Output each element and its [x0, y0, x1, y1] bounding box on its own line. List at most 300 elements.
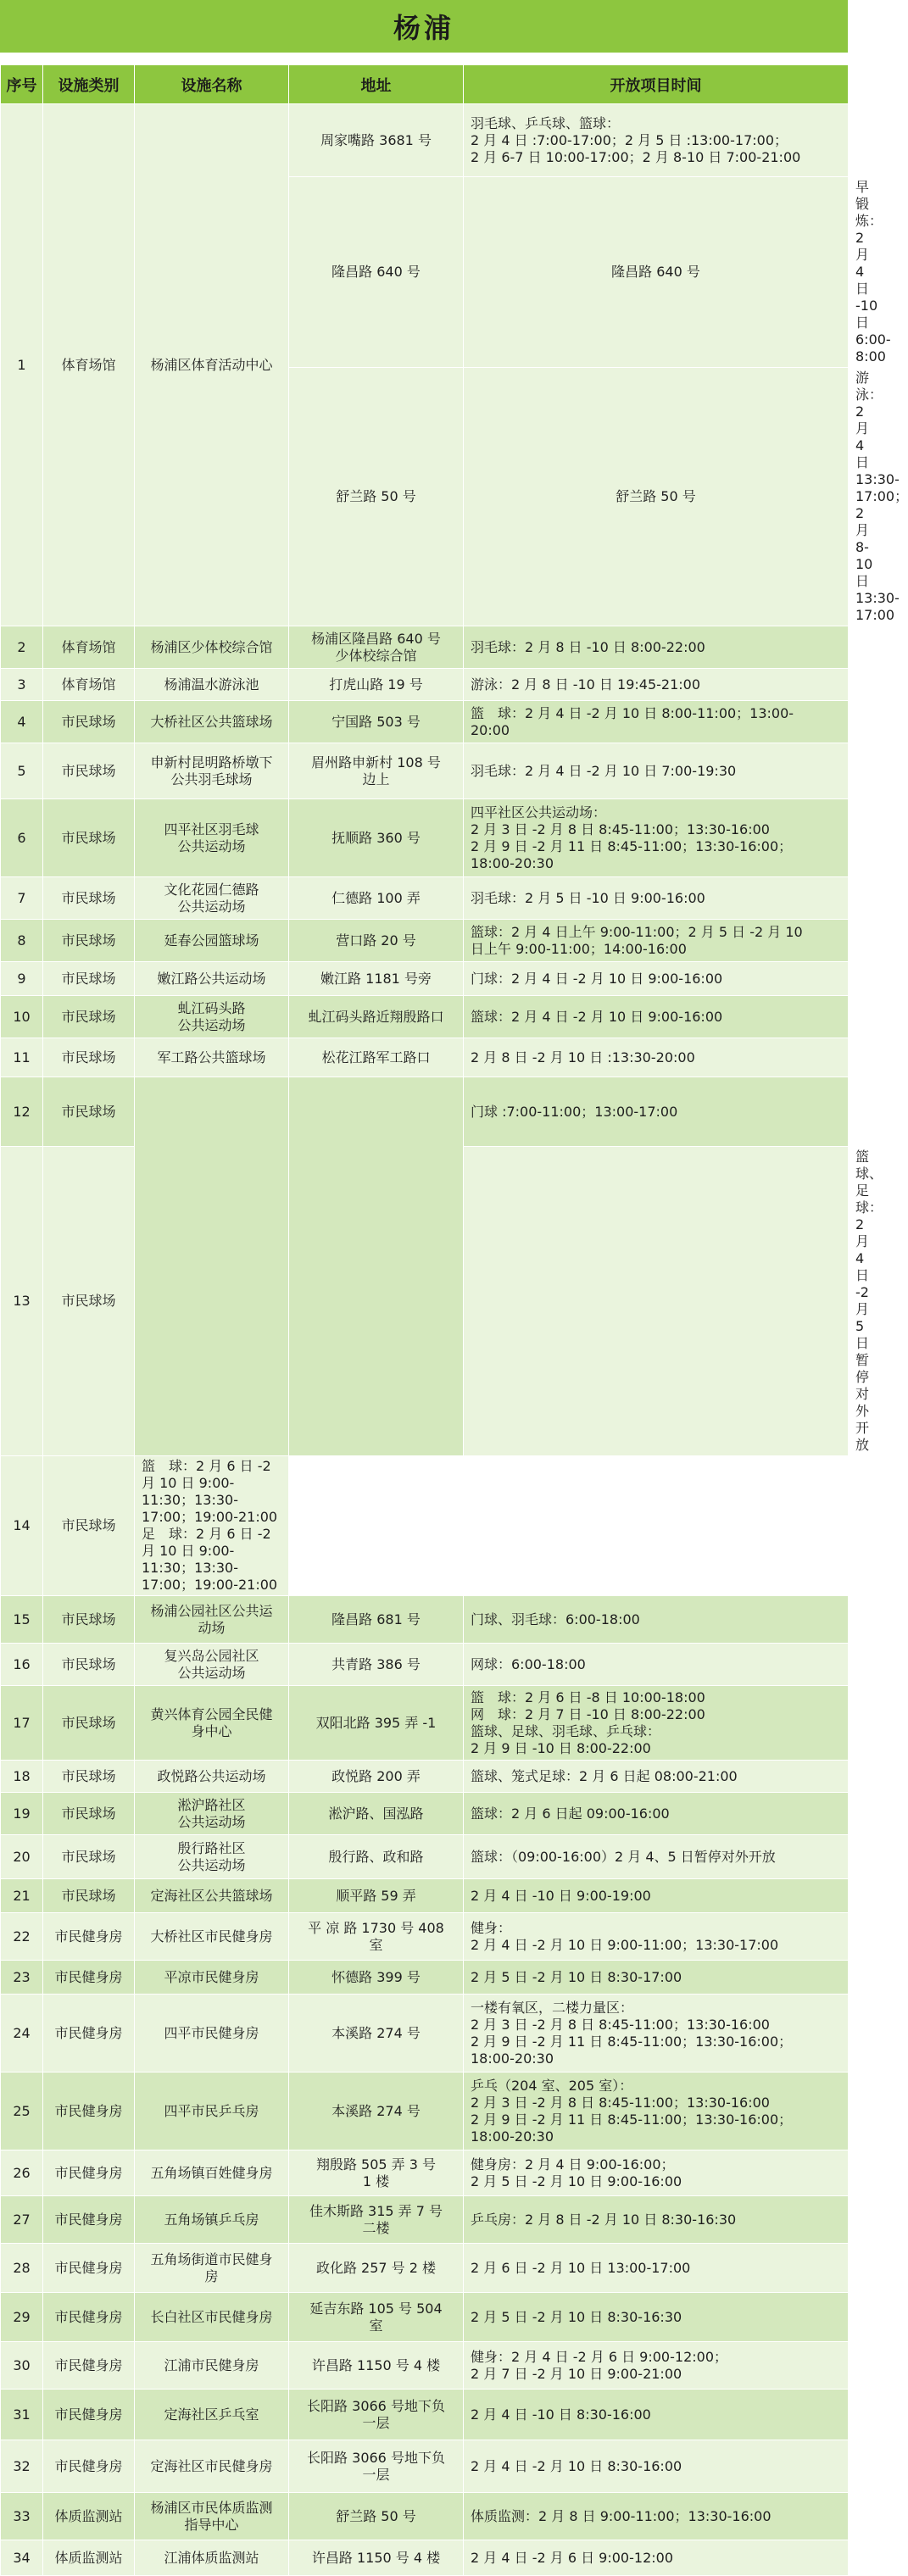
facility-address [289, 2150, 464, 2196]
open-hours-line: 门球、羽毛球：6:00-18:00 [471, 1611, 640, 1627]
table-row [1, 996, 849, 1038]
open-hours [464, 1879, 849, 1913]
facility-address: 殷行路、政和路 [289, 1835, 464, 1879]
facility-address-line: 二楼 [362, 2219, 390, 2236]
open-hours [464, 1596, 849, 1644]
facility-address: 舒兰路 50 号 [289, 368, 464, 626]
row-number: 10 [1, 996, 43, 1038]
facility-name [135, 743, 289, 799]
table-row [1, 2072, 849, 2150]
facility-type: 市民健身房 [43, 2150, 135, 2196]
facility-type: 市民健身房 [43, 1913, 135, 1961]
facility-address: 政悦路 200 弄 [289, 1761, 464, 1793]
open-hours [464, 1995, 849, 2072]
facility-name-line: 四平社区羽毛球 [164, 821, 259, 837]
row-number: 31 [1, 2390, 43, 2440]
facility-name: 杨浦区体育活动中心 [135, 104, 289, 626]
facility-name: 定海社区乒乓室 [135, 2390, 289, 2440]
facility-type: 市民球场 [43, 920, 135, 962]
facility-name: 杨浦区少体校综合馆 [135, 626, 289, 669]
facility-type: 市民健身房 [43, 2196, 135, 2244]
row-number: 33 [1, 2493, 43, 2540]
row-number: 24 [1, 1995, 43, 2072]
facility-address-line: 1 楼 [362, 2173, 390, 2189]
open-hours-line: 17:00；19:00-21:00 [142, 1509, 278, 1525]
table-row [1, 2493, 849, 2540]
open-hours-line: 2 月 5 日 -2 月 10 日 9:00-16:00 [471, 2173, 682, 2189]
facility-address: 松花江路军工路口 [289, 1038, 464, 1077]
table-row: 舒兰路 50 号 舒兰路 50 号 游泳：2 月 4 日 13:30-17:00；2 月 8-10 日 13:30- 17:00 [1, 368, 849, 626]
facility-name-line: 公共运动场 [177, 1016, 246, 1033]
open-hours-line: 18:00-20:30 [471, 854, 554, 871]
facility-type: 市民健身房 [43, 2440, 135, 2493]
facility-type: 市民健身房 [43, 2072, 135, 2150]
row-number: 3 [1, 669, 43, 701]
table-row: 隆昌路 640 号 隆昌路 640 号 早锻炼：2 月 4 日 -10 日 6:00-8:00 [1, 177, 849, 368]
facility-name: 延春公园篮球场 [135, 920, 289, 962]
facility-name [464, 1147, 849, 1456]
row-number: 7 [1, 877, 43, 920]
facility-address: 共青路 386 号 [289, 1644, 464, 1686]
open-hours-line: 2 月 6-7 日 10:00-17:00；2 月 8-10 日 7:00-21:00 [471, 148, 801, 165]
facility-name: 四平市民乒乓房 [135, 2072, 289, 2150]
facility-address [289, 743, 464, 799]
table-row [1, 1961, 849, 1995]
facility-table [0, 64, 908, 2576]
open-hours-line: 门球：2 月 4 日 -2 月 10 日 9:00-16:00 [471, 970, 723, 987]
table-row [1, 1995, 849, 2072]
facility-type: 市民球场 [43, 799, 135, 877]
facility-name [135, 877, 289, 920]
open-hours [464, 799, 849, 877]
open-hours-line: 羽毛球：2 月 5 日 -10 日 9:00-16:00 [471, 889, 705, 906]
open-hours [464, 996, 849, 1038]
table-row [1, 2293, 849, 2342]
facility-address [289, 1913, 464, 1961]
row-number: 23 [1, 1961, 43, 1995]
facility-name: 江浦体质监测站 [135, 2540, 289, 2576]
table-row: 13 市民球场 篮球、足球：2 月 4 日 -2 月 5 日暂停对外开放 [1, 1147, 849, 1456]
facility-address-line: 少体校综合馆 [335, 647, 417, 664]
open-hours-line: 2 月 4 日 -2 月 6 日 9:00-12:00 [471, 2549, 673, 2566]
table-header-row [1, 65, 849, 104]
open-hours-line: 乒乓房：2 月 8 日 -2 月 10 日 8:30-16:30 [471, 2211, 737, 2228]
open-hours [464, 701, 849, 743]
facility-name-line: 身中心 [191, 1722, 232, 1739]
facility-type: 市民球场 [43, 877, 135, 920]
open-hours-line: 17:00；19:00-21:00 [142, 1577, 278, 1593]
open-hours [464, 920, 849, 962]
facility-address: 隆昌路 640 号 [464, 177, 849, 368]
open-hours-line: 篮 球：2 月 6 日 -2 月 10 日 9:00-11:30；13:30- [142, 1458, 271, 1508]
open-hours-line: 健身：2 月 4 日 -2 月 6 日 9:00-12:00； [471, 2348, 727, 2365]
open-hours-line: 2 月 4 日 -2 月 10 日 8:30-16:00 [471, 2457, 682, 2474]
table-row [1, 962, 849, 996]
facility-name [135, 1686, 289, 1761]
facility-address-line: 边上 [362, 771, 390, 787]
facility-address: 抚顺路 360 号 [289, 799, 464, 877]
table-row [1, 1879, 849, 1913]
facility-type: 体育场馆 [43, 104, 135, 626]
open-hours-line: 18:00-20:30 [471, 2050, 554, 2067]
facility-address-line: 平 凉 路 1730 号 408 [308, 1919, 444, 1936]
row-number: 20 [1, 1835, 43, 1879]
facility-name: 大桥社区市民健身房 [135, 1913, 289, 1961]
facility-name: 平凉市民健身房 [135, 1961, 289, 1995]
facility-name-line: 黄兴体育公园全民健 [150, 1705, 273, 1722]
open-hours-line: 健身房：2 月 4 日 9:00-16:00； [471, 2156, 675, 2173]
facility-type: 市民球场 [43, 1793, 135, 1835]
table-row [1, 104, 849, 177]
open-hours [464, 1793, 849, 1835]
facility-name-line: 复兴岛公园社区 [164, 1647, 259, 1664]
facility-type: 市民球场 [43, 1038, 135, 1077]
table-row [1, 743, 849, 799]
open-hours-line: 2 月 5 日 -2 月 10 日 8:30-17:00 [471, 1968, 682, 1985]
open-hours [464, 962, 849, 996]
facility-type: 市民健身房 [43, 2390, 135, 2440]
facility-address-line: 佳木斯路 315 弄 7 号 [309, 2202, 443, 2219]
facility-address: 政化路 257 号 2 楼 [289, 2244, 464, 2293]
open-hours-line: 体质监测：2 月 8 日 9:00-11:00；13:30-16:00 [471, 2507, 772, 2524]
open-hours [464, 1644, 849, 1686]
open-hours-line: 篮球：（09:00-16:00）2 月 4、5 日暂停对外开放 [471, 1848, 776, 1865]
open-hours-line: 2 月 3 日 -2 月 8 日 8:45-11:00；13:30-16:00 [471, 821, 770, 837]
open-hours [464, 2244, 849, 2293]
table-row [1, 920, 849, 962]
facility-name-line: 公共运动场 [177, 1813, 246, 1830]
facility-type: 体育场馆 [43, 626, 135, 669]
facility-type: 体质监测站 [43, 2493, 135, 2540]
facility-name: 定海社区公共篮球场 [135, 1879, 289, 1913]
facility-name-line: 五角场街道市民健身 [150, 2251, 273, 2267]
facility-type: 市民球场 [43, 1596, 135, 1644]
facility-address: 淞沪路、国泓路 [289, 1793, 464, 1835]
facility-type: 体育场馆 [43, 669, 135, 701]
facility-name [135, 1793, 289, 1835]
open-hours-line: 2 月 9 日 -2 月 11 日 8:45-11:00；13:30-16:00； [471, 837, 793, 854]
facility-address: 舒兰路 50 号 [289, 2493, 464, 2540]
facility-name: 杨浦温水游泳池 [135, 669, 289, 701]
table-row [1, 2440, 849, 2493]
open-hours-line: 2 月 4 日 -10 日 8:30-16:00 [471, 2406, 651, 2423]
open-hours [464, 1038, 849, 1077]
facility-type: 体质监测站 [43, 2540, 135, 2576]
facility-address: 本溪路 274 号 [289, 2072, 464, 2150]
open-hours [464, 1077, 849, 1147]
row-number: 19 [1, 1793, 43, 1835]
facility-address: 舒兰路 50 号 [464, 368, 849, 626]
facility-address-line: 一层 [362, 2466, 390, 2483]
facility-type: 市民球场 [43, 1835, 135, 1879]
table-row [1, 1761, 849, 1793]
open-hours [464, 743, 849, 799]
facility-name-line: 杨浦公园社区公共运 [150, 1602, 273, 1619]
open-hours-line: 足 球：2 月 6 日 -2 月 10 日 9:00-11:30；13:30- [142, 1526, 271, 1576]
open-hours [464, 626, 849, 669]
facility-type: 市民球场 [43, 996, 135, 1038]
facility-address: 仁德路 100 弄 [289, 877, 464, 920]
facility-address: 周家嘴路 3681 号 [289, 104, 464, 177]
row-number: 2 [1, 626, 43, 669]
row-number: 32 [1, 2440, 43, 2493]
row-number: 27 [1, 2196, 43, 2244]
facility-type: 市民健身房 [43, 2342, 135, 2390]
row-number: 8 [1, 920, 43, 962]
row-number: 5 [1, 743, 43, 799]
facility-name-line: 虬江码头路 [177, 999, 246, 1016]
row-number: 1 [1, 104, 43, 626]
row-number: 22 [1, 1913, 43, 1961]
open-hours-line: 羽毛球、乒乓球、篮球： [471, 114, 621, 131]
facility-name-line: 公共羽毛球场 [170, 771, 253, 787]
row-number: 25 [1, 2072, 43, 2150]
open-hours-line: 2 月 3 日 -2 月 8 日 8:45-11:00；13:30-16:00 [471, 2016, 770, 2033]
open-hours-line: 日上午 9:00-11:00；14:00-16:00 [471, 940, 687, 957]
facility-address: 顺平路 59 弄 [289, 1879, 464, 1913]
open-hours-line: 篮球、足球、羽毛球、乒乓球： [471, 1722, 661, 1739]
row-number: 16 [1, 1644, 43, 1686]
header-no: 序号 [1, 65, 43, 104]
facility-name: 长白社区市民健身房 [135, 2293, 289, 2342]
facility-type: 市民球场 [43, 962, 135, 996]
open-hours-line: 羽毛球：2 月 8 日 -10 日 8:00-22:00 [471, 638, 705, 655]
open-hours [464, 2342, 849, 2390]
title-banner [0, 0, 848, 53]
row-number: 13 [1, 1147, 43, 1456]
facility-name-line: 公共运动场 [177, 898, 246, 915]
facility-name-line: 公共运动场 [177, 837, 246, 854]
facility-name [135, 1835, 289, 1879]
open-hours [464, 669, 849, 701]
open-hours [464, 2493, 849, 2540]
facility-name [135, 1596, 289, 1644]
open-hours [464, 2440, 849, 2493]
facility-address [289, 2293, 464, 2342]
row-number: 28 [1, 2244, 43, 2293]
row-number: 4 [1, 701, 43, 743]
facility-address [289, 2196, 464, 2244]
facility-address-line: 室 [369, 2317, 383, 2334]
row-number: 18 [1, 1761, 43, 1793]
row-number: 30 [1, 2342, 43, 2390]
facility-address: 宁国路 503 号 [289, 701, 464, 743]
row-number: 26 [1, 2150, 43, 2196]
open-hours-line: 2 月 5 日 -2 月 10 日 8:30-16:30 [471, 2308, 682, 2325]
table-row [1, 2540, 849, 2576]
facility-table-wrapper [0, 64, 908, 2576]
facility-address-line: 室 [369, 1936, 383, 1953]
table-row [1, 1077, 849, 1147]
open-hours [464, 2390, 849, 2440]
facility-name-line: 房 [204, 2267, 219, 2284]
facility-type: 市民健身房 [43, 2244, 135, 2293]
row-number: 9 [1, 962, 43, 996]
facility-address [289, 1077, 464, 1456]
row-number: 11 [1, 1038, 43, 1077]
page-title: 杨浦 [393, 12, 454, 44]
facility-address: 隆昌路 681 号 [289, 1596, 464, 1644]
open-hours-line: 2 月 4 日 :7:00-17:00；2 月 5 日 :13:00-17:00； [471, 131, 788, 148]
facility-name: 军工路公共篮球场 [135, 1038, 289, 1077]
header-name: 设施名称 [135, 65, 289, 104]
table-row [1, 2390, 849, 2440]
open-hours-line: 游泳：2 月 8 日 -10 日 19:45-21:00 [471, 676, 701, 693]
open-hours-line: 18:00-20:30 [471, 2128, 554, 2145]
open-hours-line: 门球 :7:00-11:00；13:00-17:00 [471, 1103, 678, 1120]
open-hours-line: 2 月 8 日 -2 月 10 日 :13:30-20:00 [471, 1049, 695, 1065]
facility-address-line: 翔殷路 505 弄 3 号 [315, 2156, 437, 2173]
row-number: 6 [1, 799, 43, 877]
facility-address: 本溪路 274 号 [289, 1995, 464, 2072]
facility-type: 市民健身房 [43, 2293, 135, 2342]
facility-address: 许昌路 1150 号 4 楼 [289, 2342, 464, 2390]
open-hours-line: 2 月 9 日 -10 日 8:00-22:00 [471, 1739, 651, 1756]
facility-type: 市民球场 [43, 1879, 135, 1913]
open-hours-line: 一楼有氧区，二楼力量区： [471, 1999, 634, 2016]
table-row [1, 1835, 849, 1879]
open-hours [464, 1913, 849, 1961]
open-hours-line: 篮球：2 月 4 日 -2 月 10 日 9:00-16:00 [471, 1008, 723, 1025]
table-row [1, 1038, 849, 1077]
facility-address: 隆昌路 640 号 [289, 177, 464, 368]
open-hours-line: 2 月 9 日 -2 月 11 日 8:45-11:00；13:30-16:00； [471, 2033, 793, 2050]
row-number: 17 [1, 1686, 43, 1761]
open-hours [464, 877, 849, 920]
facility-type: 市民球场 [43, 1686, 135, 1761]
table-row [1, 2196, 849, 2244]
table-row [1, 2150, 849, 2196]
header-address: 地址 [289, 65, 464, 104]
facility-name-line: 淞沪路社区 [177, 1796, 246, 1813]
facility-name [135, 1077, 289, 1456]
facility-address: 双阳北路 395 弄 -1 [289, 1686, 464, 1761]
facility-address-line: 眉州路申新村 108 号 [311, 754, 441, 771]
facility-name-line: 申新村昆明路桥墩下 [150, 754, 273, 771]
table-row [1, 701, 849, 743]
open-hours [464, 1835, 849, 1879]
table-row [1, 1686, 849, 1761]
facility-name: 五角场镇乒乓房 [135, 2196, 289, 2244]
open-hours [464, 104, 849, 177]
table-row [1, 2244, 849, 2293]
open-hours [464, 2150, 849, 2196]
open-hours [464, 1761, 849, 1793]
facility-address [289, 626, 464, 669]
table-row [1, 1596, 849, 1644]
facility-type: 市民球场 [43, 1644, 135, 1686]
open-hours-line: 2 月 6 日 -2 月 10 日 13:00-17:00 [471, 2259, 691, 2276]
open-hours-line: 2 月 4 日 -2 月 10 日 9:00-11:00；13:30-17:00 [471, 1936, 779, 1953]
facility-address-line: 一层 [362, 2414, 390, 2431]
facility-name-line: 动场 [198, 1619, 226, 1636]
open-hours [464, 2072, 849, 2150]
facility-address-line: 杨浦区隆昌路 640 号 [311, 630, 441, 647]
facility-type: 市民球场 [43, 1077, 135, 1147]
row-number: 21 [1, 1879, 43, 1913]
facility-name [135, 2244, 289, 2293]
facility-address: 许昌路 1150 号 4 楼 [289, 2540, 464, 2576]
table-row [1, 2342, 849, 2390]
table-row [1, 626, 849, 669]
facility-name: 政悦路公共运动场 [135, 1761, 289, 1793]
table-row [1, 1456, 849, 1596]
table-row [1, 1793, 849, 1835]
open-hours-line: 篮球、笼式足球：2 月 6 日起 08:00-21:00 [471, 1767, 738, 1784]
table-row [1, 1913, 849, 1961]
open-hours-line: 篮球：2 月 6 日起 09:00-16:00 [471, 1805, 670, 1822]
open-hours-line: 网 球：2 月 7 日 -10 日 8:00-22:00 [471, 1705, 705, 1722]
facility-address [289, 2390, 464, 2440]
table-body [1, 104, 908, 2576]
facility-name [135, 2493, 289, 2540]
facility-address-line: 长阳路 3066 号地下负 [307, 2397, 445, 2414]
facility-address: 嫩江路 1181 号旁 [289, 962, 464, 996]
open-hours-line: 2 月 7 日 -2 月 10 日 9:00-21:00 [471, 2365, 682, 2382]
facility-name-line: 殷行路社区 [177, 1839, 246, 1856]
open-hours-line: 四平社区公共运动场： [471, 804, 607, 821]
row-number: 12 [1, 1077, 43, 1147]
facility-address [289, 2440, 464, 2493]
open-hours-line: 2 月 3 日 -2 月 8 日 8:45-11:00；13:30-16:00 [471, 2094, 770, 2111]
header-type: 设施类别 [43, 65, 135, 104]
open-hours [464, 2293, 849, 2342]
open-hours [135, 1456, 289, 1596]
facility-name: 五角场镇百姓健身房 [135, 2150, 289, 2196]
facility-address-line: 长阳路 3066 号地下负 [307, 2449, 445, 2466]
facility-type: 市民球场 [43, 743, 135, 799]
facility-type: 市民球场 [43, 1456, 135, 1596]
open-hours [464, 2540, 849, 2576]
facility-type: 市民健身房 [43, 1995, 135, 2072]
open-hours-line: 网球：6:00-18:00 [471, 1655, 586, 1672]
facility-address: 营口路 20 号 [289, 920, 464, 962]
facility-name: 大桥社区公共篮球场 [135, 701, 289, 743]
header-hours: 开放项目时间 [464, 65, 849, 104]
row-number: 34 [1, 2540, 43, 2576]
table-row [1, 877, 849, 920]
table-row [1, 1644, 849, 1686]
open-hours [464, 1686, 849, 1761]
open-hours-line: 羽毛球：2 月 4 日 -2 月 10 日 7:00-19:30 [471, 762, 737, 779]
facility-name [135, 996, 289, 1038]
facility-name-line: 文化花园仁德路 [164, 881, 259, 898]
open-hours-line: 20:00 [471, 721, 510, 738]
open-hours [464, 2196, 849, 2244]
open-hours-line: 篮球：2 月 4 日上午 9:00-11:00；2 月 5 日 -2 月 10 [471, 923, 803, 940]
open-hours-line: 2 月 4 日 -10 日 9:00-19:00 [471, 1887, 651, 1904]
facility-address-line: 延吉东路 105 号 504 [309, 2300, 443, 2317]
facility-name-line: 公共运动场 [177, 1856, 246, 1873]
open-hours-line: 2 月 9 日 -2 月 11 日 8:45-11:00；13:30-16:00； [471, 2111, 793, 2128]
open-hours-line: 篮 球：2 月 4 日 -2 月 10 日 8:00-11:00；13:00- [471, 704, 794, 721]
facility-type: 市民球场 [43, 701, 135, 743]
row-number: 14 [1, 1456, 43, 1596]
facility-address: 怀德路 399 号 [289, 1961, 464, 1995]
facility-name: 嫩江路公共运动场 [135, 962, 289, 996]
facility-name: 江浦市民健身房 [135, 2342, 289, 2390]
facility-name [135, 1644, 289, 1686]
facility-address: 虬江码头路近翔殷路口 [289, 996, 464, 1038]
facility-name: 四平市民健身房 [135, 1995, 289, 2072]
open-hours-line: 篮 球：2 月 6 日 -8 日 10:00-18:00 [471, 1689, 705, 1705]
open-hours [464, 1961, 849, 1995]
table-row [1, 799, 849, 877]
open-hours-line: 乒乓（204 室、205 室）： [471, 2077, 633, 2094]
row-number: 29 [1, 2293, 43, 2342]
facility-type: 市民健身房 [43, 1961, 135, 1995]
row-number: 15 [1, 1596, 43, 1644]
